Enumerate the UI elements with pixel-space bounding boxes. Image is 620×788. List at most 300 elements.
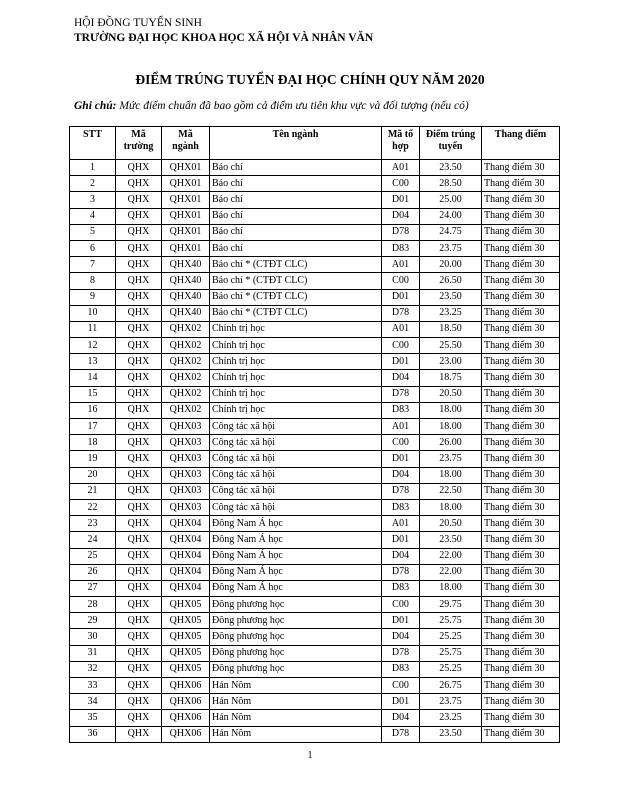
cell-ma-nganh: QHX04 [162,548,210,564]
cell-ma-truong: QHX [116,483,162,499]
cell-ten-nganh: Báo chí [210,240,382,256]
cell-stt: 35 [70,710,116,726]
cell-diem-trung-tuyen: 23.50 [420,532,482,548]
cell-ma-truong: QHX [116,726,162,742]
cell-ma-to-hop: C00 [382,273,420,289]
cell-ma-to-hop: C00 [382,338,420,354]
cell-ma-nganh: QHX01 [162,224,210,240]
cell-ma-truong: QHX [116,661,162,677]
cell-ma-truong: QHX [116,240,162,256]
cell-ma-to-hop: A01 [382,160,420,176]
cell-ma-nganh: QHX40 [162,273,210,289]
cell-thang-diem: Thang điểm 30 [482,548,560,564]
cell-ma-truong: QHX [116,548,162,564]
cell-thang-diem: Thang điểm 30 [482,532,560,548]
cell-diem-trung-tuyen: 28.50 [420,176,482,192]
cell-ma-to-hop: D78 [382,645,420,661]
cell-ma-nganh: QHX04 [162,580,210,596]
cell-thang-diem: Thang điểm 30 [482,208,560,224]
cell-ma-truong: QHX [116,532,162,548]
cell-diem-trung-tuyen: 18.00 [420,467,482,483]
cell-ma-nganh: QHX03 [162,483,210,499]
cell-thang-diem: Thang điểm 30 [482,240,560,256]
cell-thang-diem: Thang điểm 30 [482,451,560,467]
cell-thang-diem: Thang điểm 30 [482,402,560,418]
header-council: HỘI ĐỒNG TUYỂN SINH [74,17,202,29]
cell-diem-trung-tuyen: 25.00 [420,192,482,208]
cell-ma-nganh: QHX40 [162,305,210,321]
cell-stt: 13 [70,354,116,370]
cell-ma-truong: QHX [116,338,162,354]
header-university: TRƯỜNG ĐẠI HỌC KHOA HỌC XÃ HỘI VÀ NHÂN VĂN [74,32,374,44]
cell-thang-diem: Thang điểm 30 [482,645,560,661]
cell-stt: 17 [70,419,116,435]
cell-thang-diem: Thang điểm 30 [482,321,560,337]
table-row [70,451,560,467]
cell-ma-nganh: QHX01 [162,240,210,256]
cell-ma-truong: QHX [116,467,162,483]
cell-ma-to-hop: D78 [382,564,420,580]
cell-stt: 24 [70,532,116,548]
cell-thang-diem: Thang điểm 30 [482,467,560,483]
table-row [70,435,560,451]
cell-ma-nganh: QHX02 [162,402,210,418]
cell-thang-diem: Thang điểm 30 [482,580,560,596]
cell-diem-trung-tuyen: 20.50 [420,516,482,532]
cell-ma-truong: QHX [116,645,162,661]
cell-ma-truong: QHX [116,321,162,337]
cell-diem-trung-tuyen: 23.25 [420,305,482,321]
cell-ten-nganh: Đông phương học [210,597,382,613]
cell-ma-truong: QHX [116,597,162,613]
header-ma-truong: Mã trường [116,127,162,160]
cell-stt: 8 [70,273,116,289]
cell-thang-diem: Thang điểm 30 [482,305,560,321]
cell-ma-truong: QHX [116,224,162,240]
cell-ten-nganh: Báo chí * (CTĐT CLC) [210,257,382,273]
cell-ten-nganh: Hán Nôm [210,694,382,710]
cell-ten-nganh: Chính trị học [210,386,382,402]
cell-ma-to-hop: D83 [382,402,420,418]
table-row [70,629,560,645]
cell-ten-nganh: Hán Nôm [210,710,382,726]
cell-ten-nganh: Đông Nam Á học [210,532,382,548]
cell-thang-diem: Thang điểm 30 [482,661,560,677]
cell-thang-diem: Thang điểm 30 [482,629,560,645]
cell-ma-to-hop: D78 [382,483,420,499]
cell-diem-trung-tuyen: 18.00 [420,402,482,418]
cell-ma-truong: QHX [116,386,162,402]
cell-stt: 11 [70,321,116,337]
note [74,100,469,112]
cell-stt: 19 [70,451,116,467]
cell-ma-nganh: QHX03 [162,467,210,483]
cell-thang-diem: Thang điểm 30 [482,694,560,710]
cell-ten-nganh: Chính trị học [210,354,382,370]
cell-diem-trung-tuyen: 23.50 [420,160,482,176]
cell-ma-to-hop: A01 [382,516,420,532]
cell-diem-trung-tuyen: 25.25 [420,629,482,645]
cell-thang-diem: Thang điểm 30 [482,289,560,305]
cell-ten-nganh: Đông Nam Á học [210,516,382,532]
cell-diem-trung-tuyen: 26.00 [420,435,482,451]
cell-ma-to-hop: D83 [382,240,420,256]
table-row [70,289,560,305]
cell-ma-nganh: QHX05 [162,629,210,645]
table-row [70,192,560,208]
cell-ten-nganh: Công tác xã hội [210,467,382,483]
cell-ma-to-hop: D78 [382,224,420,240]
cell-ma-to-hop: D04 [382,629,420,645]
cell-ma-nganh: QHX01 [162,208,210,224]
cell-ten-nganh: Chính trị học [210,370,382,386]
cell-stt: 14 [70,370,116,386]
cell-thang-diem: Thang điểm 30 [482,613,560,629]
note-label: Ghi chú: [74,100,117,112]
cell-ma-truong: QHX [116,564,162,580]
cell-ma-nganh: QHX06 [162,678,210,694]
cell-ma-to-hop: A01 [382,321,420,337]
cell-ma-to-hop: C00 [382,678,420,694]
cell-diem-trung-tuyen: 18.00 [420,499,482,515]
cell-stt: 36 [70,726,116,742]
header-stt: STT [70,127,116,160]
cell-ma-nganh: QHX06 [162,694,210,710]
cell-ten-nganh: Đông phương học [210,629,382,645]
cell-ma-to-hop: D78 [382,386,420,402]
cell-ma-to-hop: D01 [382,451,420,467]
cell-ma-truong: QHX [116,629,162,645]
cell-ma-nganh: QHX03 [162,451,210,467]
cell-stt: 32 [70,661,116,677]
cell-ten-nganh: Đông phương học [210,661,382,677]
cell-diem-trung-tuyen: 22.00 [420,564,482,580]
cell-ten-nganh: Chính trị học [210,338,382,354]
cell-diem-trung-tuyen: 23.75 [420,240,482,256]
cell-ma-nganh: QHX02 [162,354,210,370]
table-row [70,499,560,515]
header-thang-diem: Thang điểm [482,127,560,160]
table-row [70,354,560,370]
cell-diem-trung-tuyen: 20.50 [420,386,482,402]
cell-ma-nganh: QHX05 [162,645,210,661]
cell-ma-truong: QHX [116,419,162,435]
cell-ten-nganh: Công tác xã hội [210,419,382,435]
cell-ten-nganh: Báo chí * (CTĐT CLC) [210,289,382,305]
note-text: Mức điểm chuẩn đã bao gồm cả điểm ưu tiên khu vực và đối tượng (nếu có) [119,100,469,112]
cell-ma-nganh: QHX04 [162,532,210,548]
cell-ma-to-hop: A01 [382,257,420,273]
cell-ten-nganh: Đông Nam Á học [210,580,382,596]
cell-ten-nganh: Chính trị học [210,402,382,418]
table-row [70,321,560,337]
cell-ma-nganh: QHX05 [162,661,210,677]
cell-ma-truong: QHX [116,451,162,467]
cell-stt: 30 [70,629,116,645]
cell-ma-truong: QHX [116,370,162,386]
cell-ma-truong: QHX [116,678,162,694]
cell-thang-diem: Thang điểm 30 [482,564,560,580]
table-row [70,208,560,224]
cell-thang-diem: Thang điểm 30 [482,726,560,742]
cell-stt: 28 [70,597,116,613]
cell-ten-nganh: Đông Nam Á học [210,564,382,580]
cell-stt: 6 [70,240,116,256]
cell-diem-trung-tuyen: 25.25 [420,661,482,677]
table-row [70,597,560,613]
cell-thang-diem: Thang điểm 30 [482,160,560,176]
cell-ma-to-hop: D01 [382,192,420,208]
cell-ma-nganh: QHX05 [162,613,210,629]
cell-ma-to-hop: D01 [382,694,420,710]
cell-diem-trung-tuyen: 23.75 [420,694,482,710]
table-row [70,694,560,710]
cell-thang-diem: Thang điểm 30 [482,499,560,515]
cell-stt: 31 [70,645,116,661]
table-row [70,257,560,273]
table-row [70,516,560,532]
cell-ma-to-hop: D04 [382,548,420,564]
cell-diem-trung-tuyen: 18.75 [420,370,482,386]
cell-thang-diem: Thang điểm 30 [482,678,560,694]
cell-ma-to-hop: D04 [382,370,420,386]
table-row [70,176,560,192]
page-number: 1 [307,750,313,761]
cell-ma-truong: QHX [116,176,162,192]
cell-ma-to-hop: D04 [382,467,420,483]
table-row [70,483,560,499]
cell-diem-trung-tuyen: 24.75 [420,224,482,240]
cell-stt: 15 [70,386,116,402]
cell-stt: 16 [70,402,116,418]
cell-ten-nganh: Công tác xã hội [210,499,382,515]
cell-thang-diem: Thang điểm 30 [482,257,560,273]
admission-scores-table [69,126,560,743]
table-row [70,661,560,677]
cell-ma-nganh: QHX01 [162,160,210,176]
cell-ma-truong: QHX [116,435,162,451]
table-row [70,726,560,742]
cell-thang-diem: Thang điểm 30 [482,435,560,451]
table-row [70,678,560,694]
cell-ma-nganh: QHX40 [162,289,210,305]
cell-thang-diem: Thang điểm 30 [482,386,560,402]
cell-ma-to-hop: C00 [382,176,420,192]
cell-thang-diem: Thang điểm 30 [482,338,560,354]
cell-stt: 1 [70,160,116,176]
cell-ten-nganh: Báo chí [210,192,382,208]
cell-ma-truong: QHX [116,192,162,208]
cell-ma-to-hop: D01 [382,354,420,370]
cell-diem-trung-tuyen: 20.00 [420,257,482,273]
cell-ma-truong: QHX [116,499,162,515]
cell-ma-nganh: QHX01 [162,192,210,208]
header-ma-to-hop: Mã tổ hợp [382,127,420,160]
cell-ma-nganh: QHX04 [162,564,210,580]
cell-diem-trung-tuyen: 22.00 [420,548,482,564]
cell-ten-nganh: Đông Nam Á học [210,548,382,564]
cell-thang-diem: Thang điểm 30 [482,370,560,386]
cell-stt: 5 [70,224,116,240]
cell-ten-nganh: Công tác xã hội [210,483,382,499]
cell-ma-to-hop: C00 [382,597,420,613]
cell-ten-nganh: Báo chí [210,176,382,192]
table-header-row [70,127,560,160]
cell-ma-truong: QHX [116,580,162,596]
cell-ma-nganh: QHX03 [162,419,210,435]
cell-thang-diem: Thang điểm 30 [482,176,560,192]
cell-stt: 29 [70,613,116,629]
cell-ma-to-hop: D04 [382,710,420,726]
cell-ten-nganh: Đông phương học [210,613,382,629]
cell-ma-nganh: QHX06 [162,710,210,726]
cell-ma-nganh: QHX40 [162,257,210,273]
cell-diem-trung-tuyen: 29.75 [420,597,482,613]
cell-stt: 2 [70,176,116,192]
cell-ma-truong: QHX [116,257,162,273]
table-row [70,224,560,240]
cell-ten-nganh: Báo chí [210,224,382,240]
cell-stt: 20 [70,467,116,483]
cell-ma-nganh: QHX04 [162,516,210,532]
cell-ma-to-hop: D78 [382,305,420,321]
cell-diem-trung-tuyen: 22.50 [420,483,482,499]
table-row [70,710,560,726]
cell-ma-truong: QHX [116,208,162,224]
cell-ten-nganh: Hán Nôm [210,678,382,694]
header-ten-nganh: Tên ngành [210,127,382,160]
cell-diem-trung-tuyen: 26.50 [420,273,482,289]
page-title: ĐIỂM TRÚNG TUYỂN ĐẠI HỌC CHÍNH QUY NĂM 2020 [135,72,485,87]
cell-stt: 25 [70,548,116,564]
cell-ten-nganh: Công tác xã hội [210,451,382,467]
cell-ma-to-hop: A01 [382,419,420,435]
table-row [70,548,560,564]
cell-ma-nganh: QHX02 [162,370,210,386]
cell-diem-trung-tuyen: 23.00 [420,354,482,370]
cell-ma-truong: QHX [116,402,162,418]
cell-ma-to-hop: C00 [382,435,420,451]
cell-ma-nganh: QHX01 [162,176,210,192]
header-diem-trung-tuyen: Điểm trúng tuyển [420,127,482,160]
cell-diem-trung-tuyen: 18.00 [420,580,482,596]
cell-stt: 9 [70,289,116,305]
cell-stt: 12 [70,338,116,354]
table-row [70,402,560,418]
cell-ma-truong: QHX [116,710,162,726]
cell-thang-diem: Thang điểm 30 [482,354,560,370]
cell-ten-nganh: Báo chí [210,160,382,176]
cell-ma-nganh: QHX02 [162,338,210,354]
cell-ten-nganh: Hán Nôm [210,726,382,742]
cell-diem-trung-tuyen: 18.00 [420,419,482,435]
cell-thang-diem: Thang điểm 30 [482,597,560,613]
cell-thang-diem: Thang điểm 30 [482,710,560,726]
cell-stt: 23 [70,516,116,532]
cell-stt: 34 [70,694,116,710]
cell-stt: 27 [70,580,116,596]
cell-thang-diem: Thang điểm 30 [482,224,560,240]
cell-ma-to-hop: D01 [382,532,420,548]
cell-ma-truong: QHX [116,289,162,305]
cell-ma-to-hop: D01 [382,289,420,305]
table-row [70,467,560,483]
cell-ma-to-hop: D01 [382,613,420,629]
cell-diem-trung-tuyen: 26.75 [420,678,482,694]
cell-thang-diem: Thang điểm 30 [482,273,560,289]
cell-ma-to-hop: D83 [382,580,420,596]
cell-stt: 4 [70,208,116,224]
table-row [70,613,560,629]
table-row [70,645,560,661]
cell-stt: 33 [70,678,116,694]
cell-thang-diem: Thang điểm 30 [482,516,560,532]
cell-diem-trung-tuyen: 23.25 [420,710,482,726]
cell-ma-nganh: QHX03 [162,435,210,451]
cell-diem-trung-tuyen: 18.50 [420,321,482,337]
cell-ma-truong: QHX [116,613,162,629]
cell-ma-truong: QHX [116,516,162,532]
table-row [70,273,560,289]
cell-thang-diem: Thang điểm 30 [482,483,560,499]
cell-thang-diem: Thang điểm 30 [482,192,560,208]
cell-ma-to-hop: D83 [382,499,420,515]
cell-ma-to-hop: D78 [382,726,420,742]
table-row [70,386,560,402]
cell-stt: 18 [70,435,116,451]
cell-stt: 3 [70,192,116,208]
cell-ma-nganh: QHX03 [162,499,210,515]
cell-diem-trung-tuyen: 25.50 [420,338,482,354]
header-ma-nganh: Mã ngành [162,127,210,160]
cell-ma-nganh: QHX06 [162,726,210,742]
cell-ma-to-hop: D83 [382,661,420,677]
cell-stt: 22 [70,499,116,515]
table-row [70,419,560,435]
cell-ten-nganh: Công tác xã hội [210,435,382,451]
cell-diem-trung-tuyen: 25.75 [420,613,482,629]
table-row [70,338,560,354]
cell-ma-truong: QHX [116,694,162,710]
cell-thang-diem: Thang điểm 30 [482,419,560,435]
cell-ten-nganh: Báo chí * (CTĐT CLC) [210,305,382,321]
table-row [70,305,560,321]
cell-ma-to-hop: D04 [382,208,420,224]
cell-diem-trung-tuyen: 24.00 [420,208,482,224]
cell-ma-truong: QHX [116,305,162,321]
table-row [70,564,560,580]
cell-ma-truong: QHX [116,160,162,176]
cell-ma-truong: QHX [116,273,162,289]
table-row [70,580,560,596]
table-row [70,160,560,176]
cell-ten-nganh: Báo chí [210,208,382,224]
table-row [70,370,560,386]
cell-diem-trung-tuyen: 25.75 [420,645,482,661]
cell-ma-nganh: QHX02 [162,321,210,337]
cell-stt: 10 [70,305,116,321]
cell-stt: 21 [70,483,116,499]
cell-ma-nganh: QHX05 [162,597,210,613]
cell-diem-trung-tuyen: 23.50 [420,289,482,305]
cell-ten-nganh: Đông phương học [210,645,382,661]
cell-ten-nganh: Báo chí * (CTĐT CLC) [210,273,382,289]
table-row [70,240,560,256]
table-row [70,532,560,548]
cell-diem-trung-tuyen: 23.75 [420,451,482,467]
cell-diem-trung-tuyen: 23.50 [420,726,482,742]
cell-ma-truong: QHX [116,354,162,370]
